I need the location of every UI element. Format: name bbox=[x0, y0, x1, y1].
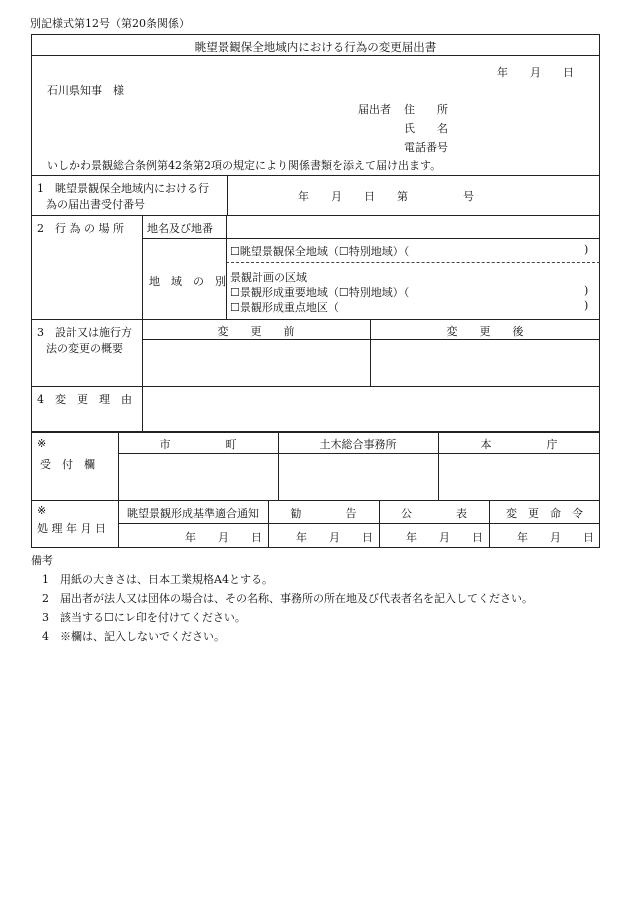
change-label-2: 法の変更の概要 bbox=[46, 342, 123, 355]
region-option-3-close: ) bbox=[584, 299, 589, 312]
process-col-order: 変 更 命 令 bbox=[506, 507, 583, 520]
divider bbox=[142, 386, 143, 432]
process-col-advice: 勧 告 bbox=[290, 507, 357, 520]
place-label: 2 行 為 の 場 所 bbox=[37, 222, 124, 235]
process-date-2: 年 月 日 bbox=[296, 531, 373, 544]
date-line: 年 月 日 bbox=[497, 66, 574, 79]
notes-item: 4 ※欄は、記入しないでください。 bbox=[42, 630, 225, 643]
process-date-3: 年 月 日 bbox=[406, 531, 483, 544]
divider bbox=[31, 55, 600, 56]
receipt-col-office: 土木総合事務所 bbox=[319, 438, 397, 451]
notes-item: 1 用紙の大きさは、日本工業規格A4とする。 bbox=[42, 573, 273, 586]
region-option-3: ☐景観形成重点地区（ bbox=[230, 301, 339, 314]
process-col-publish: 公 表 bbox=[401, 507, 467, 520]
divider bbox=[142, 238, 600, 239]
form-title: 眺望景観保全地域内における行為の変更届出書 bbox=[194, 40, 437, 54]
region-option-1-close: ) bbox=[584, 243, 589, 256]
form-number: 別記様式第12号（第20条関係） bbox=[30, 17, 190, 30]
before-header: 変 更 前 bbox=[217, 325, 295, 338]
process-mark: ※ bbox=[37, 504, 47, 517]
region-option-1: ☐眺望景観保全地域（☐特別地域）（ bbox=[230, 245, 410, 258]
receipt-col-city: 市 町 bbox=[159, 438, 237, 451]
process-label: 処 理 年 月 日 bbox=[37, 522, 106, 535]
divider bbox=[31, 215, 600, 216]
process-date-4: 年 月 日 bbox=[517, 531, 594, 544]
divider bbox=[31, 175, 600, 176]
applicant-label: 届出者 bbox=[358, 103, 391, 116]
notes-item: 2 届出者が法人又は団体の場合は、その名称、事務所の所在地及び代表者名を記入してください。 bbox=[42, 592, 533, 605]
region-option-2-close: ) bbox=[584, 284, 589, 297]
process-col-notice: 眺望景観形成基準適合通知 bbox=[127, 507, 259, 520]
receipt-label: 受 付 欄 bbox=[40, 458, 95, 471]
divider bbox=[226, 215, 227, 319]
dashed-divider bbox=[226, 262, 600, 263]
receipt-number-label-1: 1 眺望景観保全地域内における行 bbox=[37, 182, 209, 195]
divider bbox=[31, 386, 600, 387]
receipt-col-hq: 本 庁 bbox=[480, 438, 558, 451]
applicant-phone-label: 電話番号 bbox=[404, 141, 448, 154]
applicant-address-label: 住 所 bbox=[404, 103, 448, 116]
divider bbox=[118, 523, 600, 524]
region-label: 地 域 の 別 bbox=[149, 275, 226, 288]
declaration-text: いしかわ景観総合条例第42条第2項の規定により関係書類を添えて届け出ます。 bbox=[47, 159, 442, 172]
divider bbox=[142, 215, 143, 319]
divider bbox=[31, 319, 600, 320]
receipt-number-label-2: 為の届出書受付番号 bbox=[46, 198, 145, 211]
receipt-mark: ※ bbox=[37, 437, 47, 450]
region-heading: 景観計画の区域 bbox=[230, 271, 307, 284]
process-date-1: 年 月 日 bbox=[185, 531, 262, 544]
notes-item: 3 該当する☐にレ印を付けてください。 bbox=[42, 611, 246, 624]
receipt-number-value: 年 月 日 第 号 bbox=[298, 190, 474, 203]
after-header: 変 更 後 bbox=[446, 325, 524, 338]
applicant-name-label: 氏 名 bbox=[404, 122, 448, 135]
divider bbox=[227, 175, 228, 215]
divider bbox=[118, 453, 600, 454]
addressee: 石川県知事 様 bbox=[47, 84, 124, 97]
notes-heading: 備考 bbox=[31, 554, 53, 567]
region-option-2: ☐景観形成重要地域（☐特別地域）（ bbox=[230, 286, 410, 299]
reason-label: 4 変 更 理 由 bbox=[37, 393, 132, 406]
change-label-1: 3 設計又は施行方 bbox=[37, 326, 132, 339]
place-sub-label: 地名及び地番 bbox=[147, 222, 213, 235]
divider bbox=[142, 339, 600, 340]
